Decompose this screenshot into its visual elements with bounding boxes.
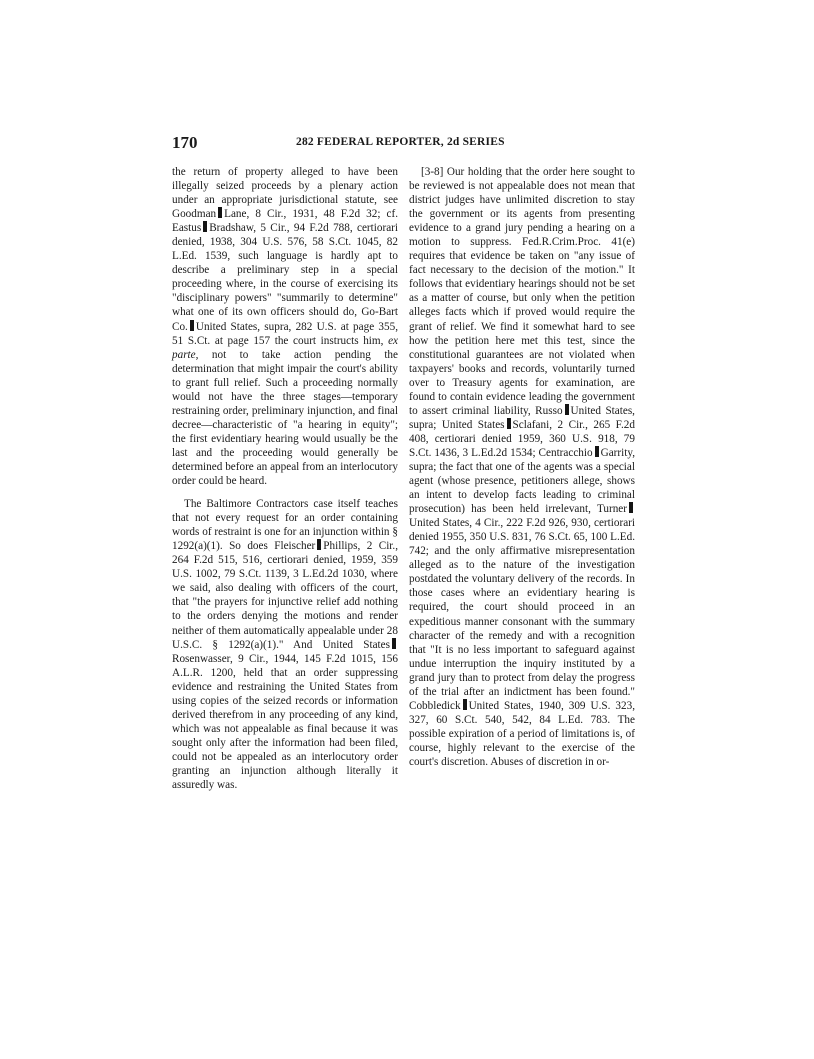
- paragraph: [172, 497, 398, 792]
- italic-text: ex parte,: [172, 334, 398, 361]
- versus-mark: [203, 221, 207, 232]
- page-header: [172, 133, 637, 157]
- paragraph: [409, 165, 635, 769]
- text-run: Sclafani, 2 Cir., 265 F.2d 408, certiorari denied 1959, 360 U.S. 918, 79 S.Ct. 1436, 3 L.Ed.2d 1534; Centracchio: [409, 418, 635, 459]
- text-run: Phillips, 2 Cir., 264 F.2d 515, 516, certiorari denied, 1959, 359 U.S. 1002, 79 S.Ct. 1139, 3 L.Ed.2d 1030, where we said, also dealing with officers of the court, that "the prayers for injunctive relief add nothing to the orders denying the motions and render neither of them automatically appealable under 28 U.S.C. § 1292(a)(1)." And United States: [172, 540, 399, 651]
- versus-mark: [595, 446, 599, 457]
- text-run: The Baltimore Contractors case itself teaches that not every request for an order containing words of restraint is one for an injunction within § 1292(a)(1). So does Fleischer: [172, 498, 398, 553]
- text-run: not to take action pending the determination that might impair the court's ability to grant full relief. Such a proceeding normally would not have the three stages—temporary restraining order, preliminary injunction, and final decree—characteristic of "a hearing in equity"; the first evidentiary hearing would usually be the last and the proceeding would generally be determined before an appeal from an interlocutory order could be heard.: [172, 348, 398, 488]
- text-run: United States, 1940, 309 U.S. 323, 327, 60 S.Ct. 540, 542, 84 L.Ed. 783. The possible expiration of a period of limitations is, of course, highly relevant to the exercise of the court's discretion. Abuses of discretion in or-: [409, 699, 635, 768]
- versus-mark: [507, 418, 511, 429]
- versus-mark: [218, 207, 222, 218]
- versus-mark: [565, 404, 569, 415]
- paragraph: [172, 165, 398, 488]
- page-number: 170: [172, 133, 198, 152]
- text-run: Rosenwasser, 9 Cir., 1944, 145 F.2d 1015, 156 A.L.R. 1200, held that an order suppressing evidence and restraining the United States from using copies of the seized records or information derived therefrom in any proceeding of any kind, which was not appealable as final because it was sought only after the information had been filed, could not be appealed as an interlocutory order granting an injunction although literally it assuredly was.: [172, 652, 398, 792]
- left-column: [172, 165, 398, 792]
- versus-mark: [629, 502, 633, 513]
- text-run: Garrity, supra; the fact that one of the agents was a special agent (whose presence, petitioners allege, shows an intent to develop facts leading to criminal prosecution) has been held irrelevant, Turner: [409, 446, 635, 516]
- text-run: the return of property alleged to have been illegally seized proceeds by a plenary action under an appropriate jurisdictional statute, see Goodman: [172, 166, 398, 221]
- text-run: [3-8] Our holding that the order here sought to be reviewed is not appealable does not mean that district judges have unlimited discretion to stay the government or its agents from presenting evidence to a grand jury pending a hearing on a motion to suppress. Fed.R.Crim.Proc. 41(e) requires that evidence be taken on "any issue of fact necessary to the decision of the motion." It follows that evidentiary hearings should not be set as a matter of course, but only when the petition alleges facts which if proved would require the grant of relief. We find it somewhat hard to see how the petition here met this test, since the constitutional guarantees are not violated when taxpayers' books and records, voluntarily turned over to Treasury agents for examination, are found to contain evidence leading the government to assert criminal liability, Russo: [409, 166, 635, 417]
- text-run: United States, supra, 282 U.S. at page 355, 51 S.Ct. at page 157 the court instructs him,: [172, 320, 398, 347]
- versus-mark: [190, 320, 194, 331]
- text-run: Bradshaw, 5 Cir., 94 F.2d 788, certiorari denied, 1938, 304 U.S. 576, 58 S.Ct. 1045, 82 L.Ed. 1539, such language is hardly apt to describe a preliminary step in a special proceeding where, in the course of exercising its "disciplinary powers" "summarily to determine" what one of its own officers should do, Go-Bart Co.: [172, 222, 398, 333]
- running-head: 282 FEDERAL REPORTER, 2d SERIES: [296, 136, 505, 148]
- text-run: United States, 4 Cir., 222 F.2d 926, 930, certiorari denied 1955, 350 U.S. 831, 76 S.Ct. 65, 100 L.Ed. 742; and the only affirmative misrepresentation alleged as to the nature of the investigation postdated the voluntary delivery of the records. In those cases where an evidentiary hearing is required, the court should proceed in an expeditious manner consonant with the summary character of the remedy and with a recognition that "It is no less important to safeguard against undue interruption the inquiry instituted by a grand jury than to protect from delay the progress of the trial after an indictment has been found." Cobbledick: [409, 517, 635, 712]
- text-run: Lane, 8 Cir., 1931, 48 F.2d 32; cf. Eastus: [172, 208, 398, 235]
- text-run: United States, supra; United States: [409, 404, 635, 431]
- versus-mark: [463, 699, 467, 710]
- versus-mark: [392, 638, 396, 649]
- right-column: [409, 165, 635, 769]
- versus-mark: [317, 539, 321, 550]
